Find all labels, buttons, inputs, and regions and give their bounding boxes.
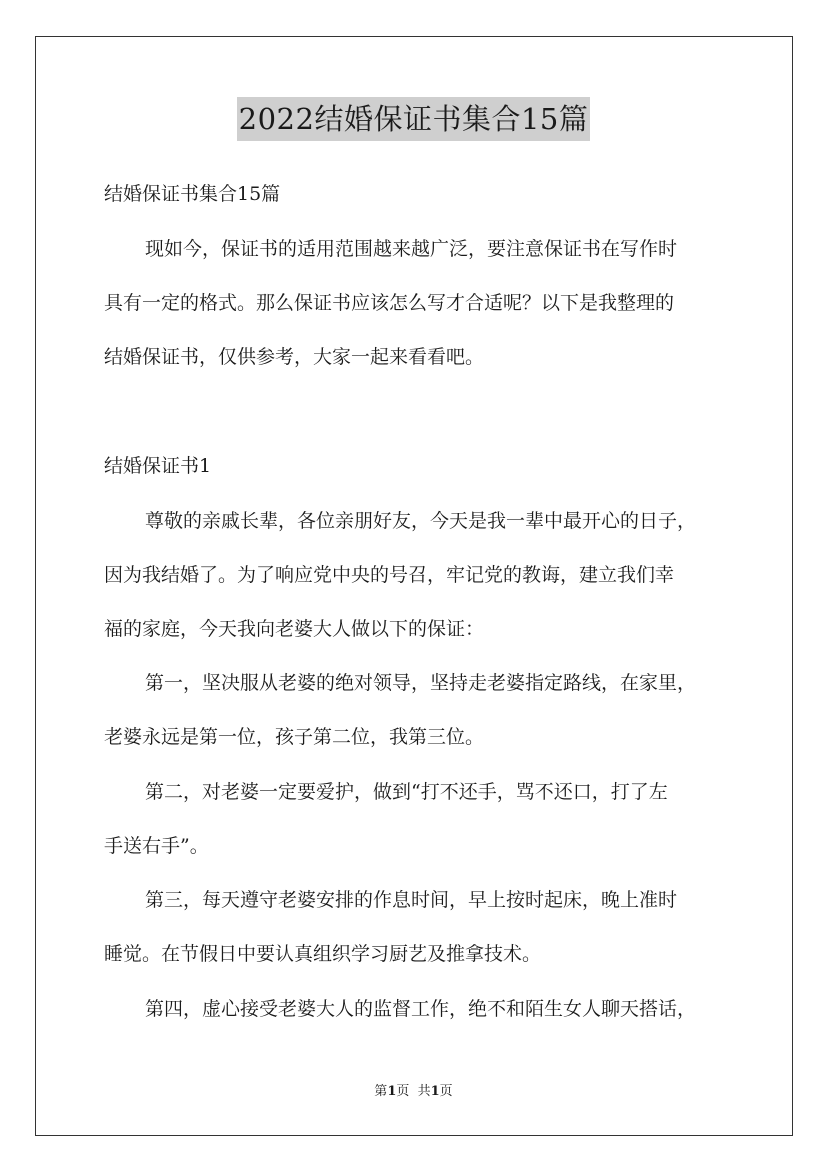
footer-page-number: 1 [387, 1084, 397, 1099]
body-line: 手送右手”。 [104, 835, 209, 857]
document-title-container [0, 97, 827, 141]
intro-line: 具有一定的格式。那么保证书应该怎么写才合适呢？以下是我整理的 [104, 292, 675, 314]
intro-line: 现如今，保证书的适用范围越来越广泛，要注意保证书在写作时 [145, 238, 678, 260]
body-line: 第四，虚心接受老婆大人的监督工作，绝不和陌生女人聊天搭话， [145, 998, 697, 1020]
body-line: 福的家庭，今天我向老婆大人做以下的保证： [104, 618, 485, 640]
section-heading: 结婚保证书1 [104, 455, 212, 477]
body-line: 因为我结婚了。为了响应党中央的号召，牢记党的教诲，建立我们幸 [104, 564, 675, 586]
intro-line: 结婚保证书，仅供参考，大家一起来看看吧。 [104, 346, 485, 368]
document-title: 2022结婚保证书集合15篇 [237, 97, 591, 141]
body-line: 第一，坚决服从老婆的绝对领导，坚持走老婆指定路线，在家里， [145, 672, 697, 694]
document-subtitle: 结婚保证书集合15篇 [104, 183, 281, 205]
body-line: 睡觉。在节假日中要认真组织学习厨艺及推拿技术。 [104, 943, 542, 965]
footer-page-mid: 页 共 [396, 1084, 431, 1099]
page-footer [0, 1083, 827, 1101]
body-line: 第二，对老婆一定要爱护，做到“打不还手，骂不还口，打了左 [145, 781, 668, 803]
body-line: 第三，每天遵守老婆安排的作息时间，早上按时起床，晚上准时 [145, 889, 678, 911]
footer-page-total: 1 [430, 1084, 440, 1099]
footer-page-prefix: 第 [374, 1084, 388, 1099]
footer-page-suffix: 页 [439, 1084, 453, 1099]
body-line: 老婆永远是第一位，孩子第二位，我第三位。 [104, 726, 485, 748]
body-line: 尊敬的亲戚长辈，各位亲朋好友，今天是我一辈中最开心的日子， [145, 510, 697, 532]
